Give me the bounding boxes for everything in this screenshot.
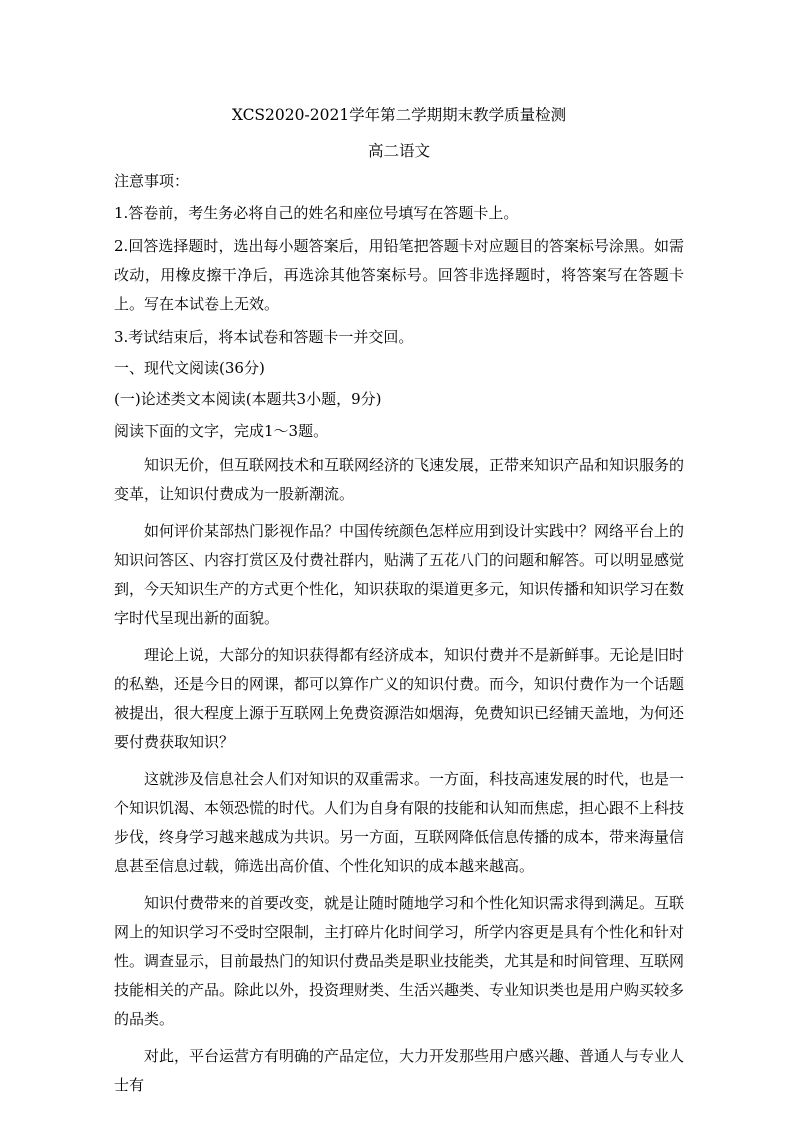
page-content [114, 103, 684, 1100]
reading-instruction: 阅读下面的文字，完成1～3题。 [114, 421, 329, 440]
note-item-2: 2.回答选择题时，选出每小题答案后，用铅笔把答题卡对应题目的答案标号涂黑。如需改动，用橡皮擦干净后，再选涂其他答案标号。回答非选择题时，将答案写在答题卡上。写在本试卷上无效。 [114, 237, 684, 314]
note-item-1: 1.答卷前，考生务必将自己的姓名和座位号填写在答题卡上。 [114, 203, 519, 222]
passage-paragraph-5: 知识付费带来的首要改变，就是让随时随地学习和个性化知识需求得到满足。互联网上的知识学习不受时空限制，主打碎片化时间学习，所学内容更是具有个性化和针对性。调查显示，目前最热门的知识付费品类是职业技能类，尤其是和时间管理、互联网技能相关的产品。除此以外，投资理财类、生活兴趣类、专业知识类也是用户购买较多的品类。 [114, 893, 685, 1028]
notes-heading: 注意事项： [114, 172, 190, 190]
section-heading: 一、现代文阅读(36分) [114, 358, 265, 377]
note-item-3: 3.考试结束后，将本试卷和答题卡一并交回。 [114, 328, 414, 347]
passage-paragraph-3: 理论上说，大部分的知识获得都有经济成本，知识付费并不是新鲜事。无论是旧时的私塾，还是今日的网课，都可以算作广义的知识付费。而今，知识付费作为一个话题被提出，很大程度上源于互联网上免费资源浩如烟海，免费知识已经铺天盖地，为何还要付费获取知识？ [114, 645, 685, 751]
passage-paragraph-2: 如何评价某部热门影视作品？中国传统颜色怎样应用到设计实践中？网络平台上的知识问答区、内容打赏区及付费社群内，贴满了五花八门的问题和解答。可以明显感觉到，今天知识生产的方式更个性化，知识获取的渠道更多元，知识传播和知识学习在数字时代呈现出新的面貌。 [114, 521, 685, 627]
exam-title: XCS2020-2021学年第二学期期末教学质量检测 [231, 106, 567, 124]
passage-paragraph-4: 这就涉及信息社会人们对知识的双重需求。一方面，科技高速发展的时代，也是一个知识饥渴、本领恐慌的时代。人们为自身有限的技能和认知而焦虑，担心跟不上科技步伐，终身学习越来越成为共识。另一方面，互联网降低信息传播的成本，带来海量信息甚至信息过载，筛选出高价值、个性化知识的成本越来越高。 [114, 769, 685, 875]
exam-subject: 高二语文 [367, 142, 430, 160]
passage-paragraph-1: 知识无价，但互联网技术和互联网经济的飞速发展，正带来知识产品和知识服务的变革，让知识付费成为一股新潮流。 [114, 455, 685, 503]
passage-paragraph-6: 对此，平台运营方有明确的产品定位，大力开发那些用户感兴趣、普通人与专业人士有 [114, 1046, 685, 1094]
section-subheading: (一)论述类文本阅读(本题共3小题，9分) [114, 390, 382, 409]
